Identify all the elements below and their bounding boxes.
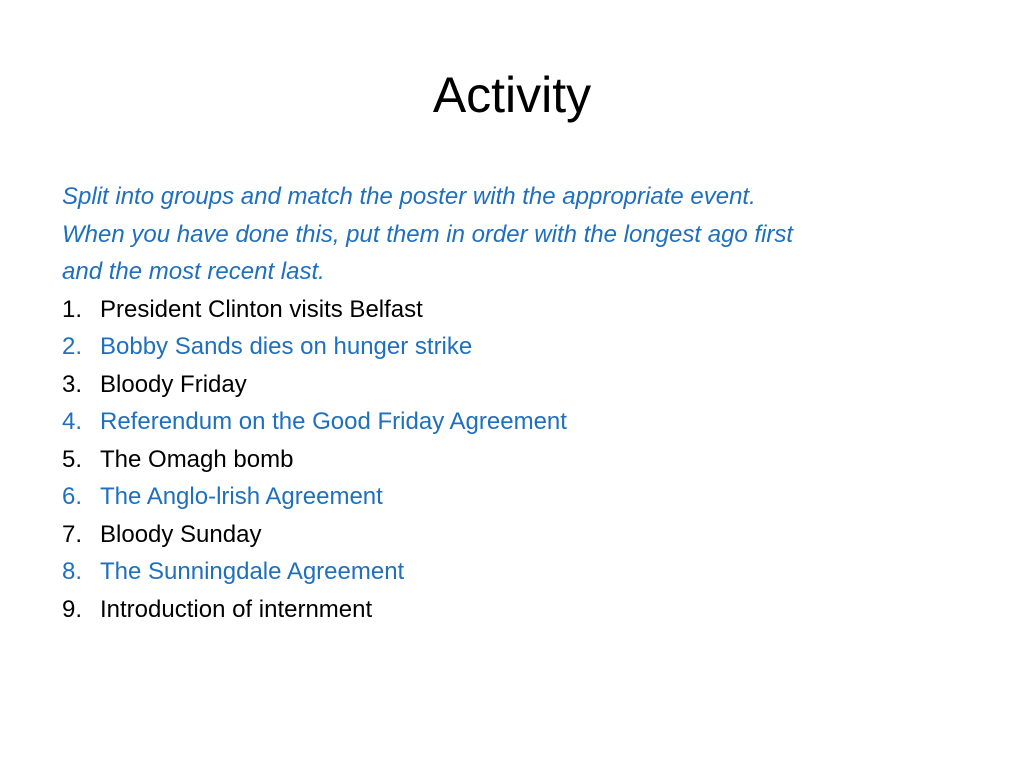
event-item: [62, 366, 982, 404]
event-item: [62, 328, 982, 366]
event-number: 7.: [62, 520, 83, 548]
event-list: [62, 291, 982, 629]
event-label: President Clinton visits Belfast: [100, 295, 423, 323]
event-label: The Sunningdale Agreement: [100, 558, 405, 585]
event-label: The Anglo-lrish Agreement: [100, 483, 383, 510]
instructions-line: and the most recent last.: [62, 258, 325, 285]
event-number: 4.: [62, 408, 83, 435]
event-label: Bloody Friday: [100, 370, 247, 398]
event-label: Bobby Sands dies on hunger strike: [100, 333, 473, 360]
slide-title: Activity: [432, 67, 592, 123]
event-item: [62, 591, 982, 629]
instructions-text: [62, 178, 982, 291]
event-number: 5.: [62, 445, 83, 473]
event-item: [62, 291, 982, 329]
event-number: 9.: [62, 595, 83, 623]
event-number: 6.: [62, 483, 83, 510]
event-item: [62, 441, 982, 479]
event-label: The Omagh bomb: [100, 445, 294, 473]
event-label: Referendum on the Good Friday Agreement: [100, 408, 567, 435]
event-number: 1.: [62, 295, 83, 323]
event-label: Introduction of internment: [100, 595, 373, 623]
instructions-line: Split into groups and match the poster with the appropriate event.: [62, 183, 756, 210]
event-item: [62, 553, 982, 591]
event-item: [62, 403, 982, 441]
event-number: 3.: [62, 370, 83, 398]
event-label: Bloody Sunday: [100, 520, 262, 548]
instructions-line: When you have done this, put them in order with the longest ago first: [62, 220, 794, 248]
event-item: [62, 478, 982, 516]
slide-body: [62, 178, 982, 628]
event-item: [62, 516, 982, 554]
event-number: 2.: [62, 333, 83, 360]
event-number: 8.: [62, 558, 83, 585]
